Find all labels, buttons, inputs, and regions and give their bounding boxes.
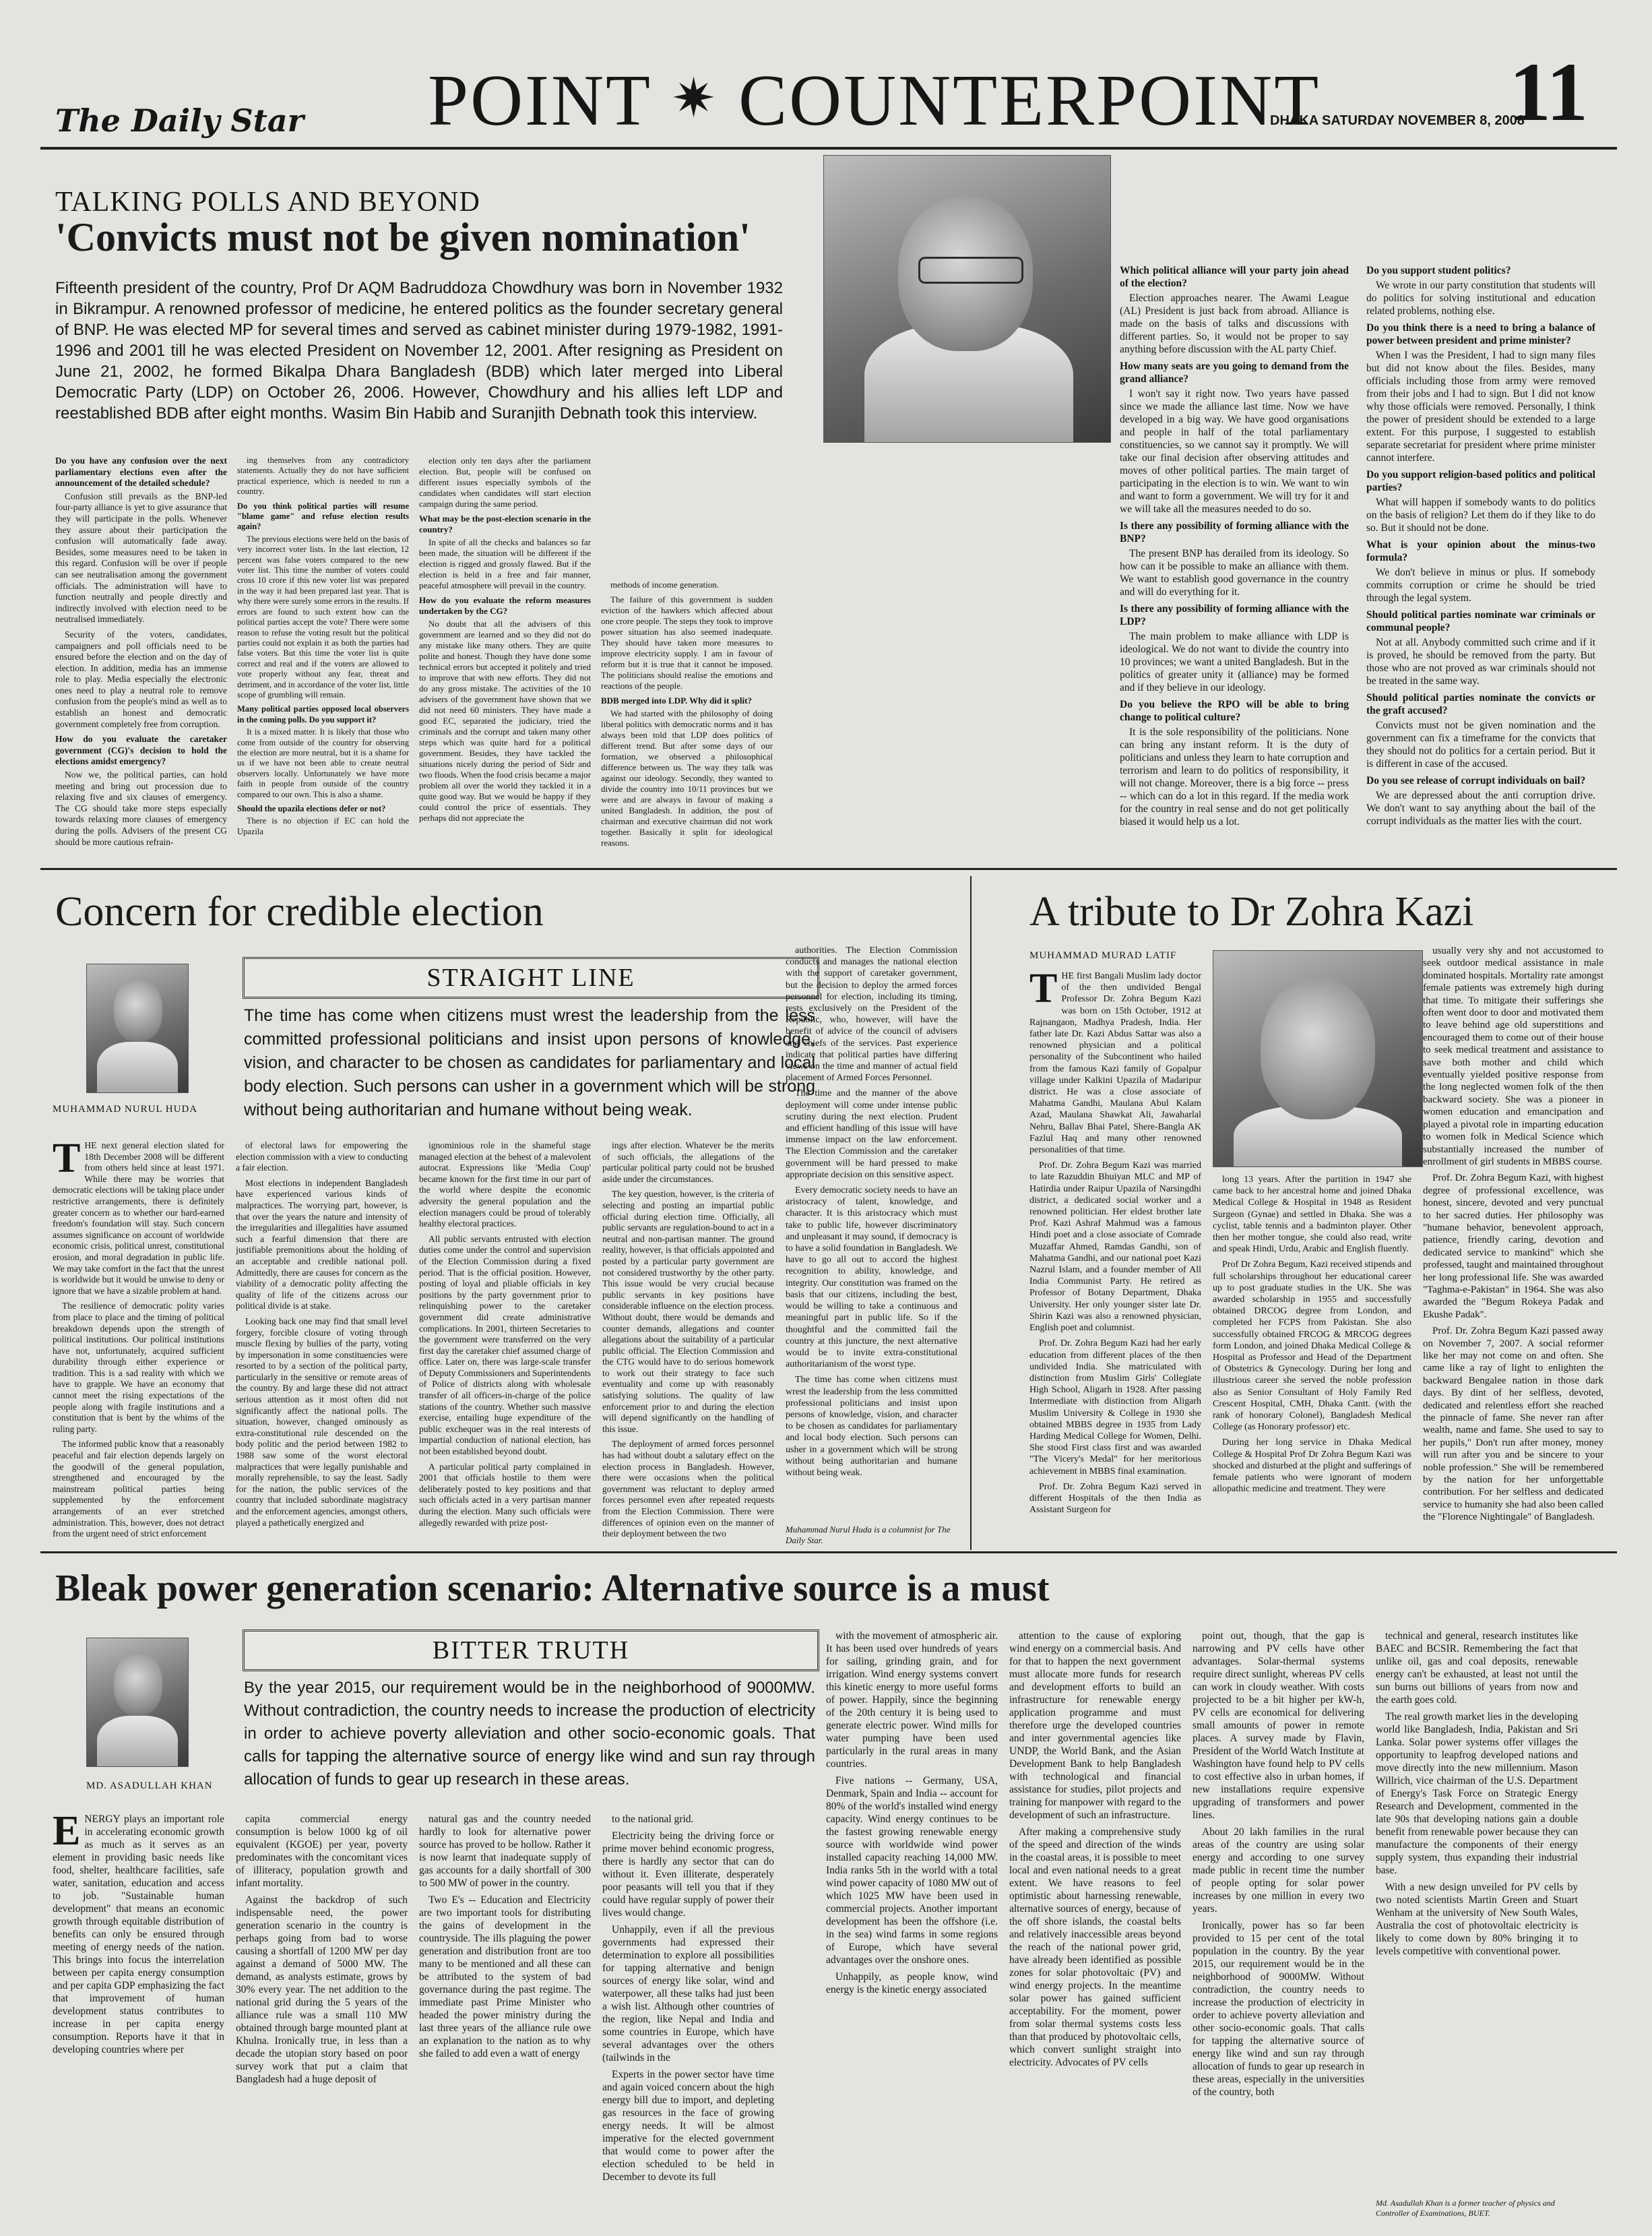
interview-question: Should political parties nominate the convicts or the graft accused? xyxy=(1366,692,1595,716)
article-paragraph: authorities. The Election Commission conducts and manages the national election with the support of caretaker government, but the decision to deploy the armed forces personnel for election, including its timing, rests exclusively on the President of the Republic, who, however, will have the benefit of advice of the council of advisers and chiefs of the services. Past experience indicate that political parties have differing views on the time and manner of actual field placement of Armed Forces Personnel. xyxy=(786,945,957,1084)
interview-col-5 xyxy=(1120,264,1349,853)
article-paragraph: ignominious role in the shameful stage managed election at the behest of a malevolent autocrat. Expressions like 'Media Coup' became known for the first time in our part of the world where despite the economic adversity the general population and the election managers could be proud of tolerably healthy electoral practices. xyxy=(419,1140,591,1229)
election-col-2 xyxy=(236,1140,408,1543)
power-col-2 xyxy=(236,1813,408,2217)
article-paragraph: Unhappily, as people know, wind energy is the kinetic energy associated xyxy=(826,1971,998,1995)
article-paragraph: The resilience of democratic polity varies from place to place and the timing of political breakdown depends upon the strength of political institutions. Our political institutions have not, unfortunately, acquired sufficient durability through either experience or tradition. This is a sad reality with which we have to grapple. We have an economy that cannot meet the rising expectations of the people along with fragile institutions and a constitution that is bent by the whims of the ruling party. xyxy=(53,1301,224,1434)
interview-answer: Security of the voters, candidates, campaigners and poll officials need to be ensured before the election and on the day of election. In addition, media has an immense role to play. Media especially the electronic ones need to play a neutral role to remove confusion from the people's mind as well as to establish an honest and democratic government completely free from corruption. xyxy=(55,629,227,729)
article-paragraph: Experts in the power sector have time and again voiced concern about the high energy bill due to import, and depleting gas resources in the face of growing energy needs. It will be almost imperative for the elected government that would come to power after the election scheduled to be held in December to devote its full xyxy=(602,2069,774,2183)
election-author-note: Muhammad Nurul Huda is a columnist for The Daily Star. xyxy=(786,1524,951,1545)
election-author-photo xyxy=(86,964,189,1093)
article-paragraph: The informed public know that a reasonably peaceful and fair election depends largely on the goodwill of the general population, strengthened and encouraged by the mainstream political parties being supplemented by the enforcement arrangements of an ever stretched administration. This, however, does not detract from the urgent need of strict enforcement xyxy=(53,1439,224,1539)
power-col-6 xyxy=(1009,1629,1181,2217)
interview-answer: We wrote in our party constitution that students will do politics for solving institutional and education related problems, nothing else. xyxy=(1366,280,1595,317)
tribute-byline: MUHAMMAD MURAD LATIF xyxy=(1029,950,1177,961)
power-col-7 xyxy=(1193,1629,1364,2217)
dateline: DHAKA SATURDAY NOVEMBER 8, 2008 xyxy=(1270,113,1525,128)
article-paragraph: to the national grid. xyxy=(612,1813,694,1825)
power-standfirst: By the year 2015, our requirement would be in the neighborhood of 9000MW. Without contradiction, the country needs to increase the production of electricity in order to achieve poverty alleviation and other socio-economic goals. That calls for tapping the alternative source of energy like wind and sun ray through allocation of funds to gear up research in these areas. xyxy=(244,1679,815,1789)
article-paragraph: The real growth market lies in the developing world like Bangladesh, India, Pakistan and Sri Lanka. Solar power systems offer villages the opportunity to leapfrog developed nations and move directly into the new millennium. Mason Willrich, vice chairman of the U.S. Department of Energy's Task Force on Strategic Energy Research and Development, commented in the late 90s that developing nations gain a double benefit from renewable power because they can manufacture the components of their energy supply system, thus expanding their industrial base. xyxy=(1376,1711,1578,1876)
interviewee-photo xyxy=(823,155,1111,443)
article-paragraph: During her long service in Dhaka Medical College & Hospital Prof Dr Zohra Begum Kazi was shocked and disturbed at the plight and sufferings of female patients who were ignorant of modern allopathic medicine and treatment. They were xyxy=(1213,1437,1411,1495)
interview-col-2 xyxy=(237,456,409,853)
interview-answer: When I was the President, I had to sign many files but did not know about the files. Besides, many officials including those from army were removed from their jobs and I had to sign. But I did not know why those officials were removed. Personally, I think the power of president should be extended to a large extent. For this purpose, I suggested to establish separate secretariat for president where prime minister cannot interfere. xyxy=(1366,350,1595,464)
interview-answer: I won't say it right now. Two years have passed since we made the alliance last time. Now we have developed in a big way. We have good organisations and people in half of the total parliamentary constituencies, so we cannot say it promptly. We will take our final decision after observing attitudes and moves of other political parties. The main target of participating in the election is to win. We want to win and want to form a government. We will try for it and we will take all the measures needed to do so. xyxy=(1120,388,1349,515)
article-paragraph: Every democratic society needs to have an aristocracy of talent, knowledge, and character. It is this aristocracy which must take to public life, however discriminatory and unpleasant it may sound, if democracy is to have a solid foundation in Bangladesh. We have to go all out to accord the highest recognition to ability, knowledge, and integrity. Our constitution was framed on the basis that our citizens, including the best, would be willing to take a continuous and meaningful part in public life. So if the thoughtful and the committed fail the country at this juncture, the next alternative would be to invite extra-constitutional authoritarianism of the worst type. xyxy=(786,1185,957,1370)
interview-question: What may be the post-election scenario in the country? xyxy=(419,514,591,534)
interview-answer: It is the sole responsibility of the politicians. None can bring any instant reform. It is the duty of politicians and unless they learn to hate corruption and terrorism and learn to do politics of responsibility, it will not change. Moreover, there is a big force -- press -- which can do a lot in this regard. If the media work for the country in real sense and do not get politically biased it would help us a lot. xyxy=(1120,726,1349,828)
interview-answer: The main problem to make alliance with LDP is ideological. We do not want to divide the country into 10 provinces; we want a united Bangladesh. But in the politics of greater unity it (alliance) may be formed and if they believe in our ideology. xyxy=(1120,631,1349,693)
article-paragraph: Prof. Dr. Zohra Begum Kazi, with highest degree of professional excellence, was honest, sincere, devoted and very punctual to her sacred duties. Her philosophy was "humane behavior, benevolent approach, patience, friendly caring, devotion and dedicated service to mankind" which she professed, taught and maintained throughout her long professional life. She was awarded "Taghma-e-Pakistan" in 1964. She was also awarded the "Begum Rokeya Padak and Ekushe Padak". xyxy=(1423,1173,1603,1320)
masthead xyxy=(40,40,1617,142)
article-paragraph: Unhappily, even if all the previous governments had expressed their determination to explore all possibilities for tapping alternative and benign sources of energy like solar, wind and waterpower, all these talks had just been a wish list. Although other countries of the region, like Nepal and India and some countries in Europe, which have several advantages over the others (tailwinds in the xyxy=(602,1924,774,2063)
drop-cap: T xyxy=(53,1140,81,1181)
interview-answer: It is a mixed matter. It is likely that those who come from outside of the country for observing the election are more neutral, but it is a shame for us if we have not been able to create neutral observers locally. Unfortunately we have more faith in people from outside of the country compared to our own. This is also a shame. xyxy=(237,727,409,799)
tribute-col-3 xyxy=(1423,945,1603,1543)
interview-question: How do you evaluate the caretaker government (CG)'s decision to hold the elections amidst emergency? xyxy=(55,734,227,767)
section-divider-1 xyxy=(40,868,1617,870)
article-paragraph: of electoral laws for empowering the election commission with a view to conducting a fair election. xyxy=(236,1140,408,1173)
interview-answer: Not at all. Anybody committed such crime and if it is proved, he should be removed from the party. But those who are not proved as war criminals should not be treated in the same way. xyxy=(1366,637,1595,687)
interview-answer: ing themselves from any contradictory statements. Actually they do not have sufficient practical experience, which is needed to run a country. xyxy=(237,456,409,497)
column-divider-tribute xyxy=(970,876,972,1550)
interview-question: Is there any possibility of forming alliance with the BNP? xyxy=(1120,520,1349,545)
election-headline: Concern for credible election xyxy=(55,889,544,935)
tribute-col-2 xyxy=(1213,1174,1411,1543)
article-paragraph: Prof. Dr. Zohra Begum Kazi served in different Hospitals of the then India as Assistant Surgeon for xyxy=(1029,1481,1201,1516)
interview-intro: Fifteenth president of the country, Prof Dr AQM Badruddoza Chowdhury was born in November 1932 in Bikrampur. A renowned professor of medicine, he entered politics as the founder secretary general of BNP. He was elected MP for several times and served as cabinet minister during 1979-1982, 1991-1996 and 2001 till he was elected President on November 12, 2001. After resigning as President on June 21, 2002, he formed Bikalpa Dhara Bangladesh (BDB) which later merged into Liberal Democratic Party (LDP) on October 26, 2006. However, Chowdhury and his allies left LDP and reestablished BDB after eight months. Wasim Bin Habib and Suranjith Debnath took this interview. xyxy=(55,279,783,423)
power-col-8 xyxy=(1376,1629,1578,2196)
article-paragraph: After making a comprehensive study of the speed and direction of the winds in the coastal areas, it is possible to meet local and even national needs to a great extent. We have reasons to feel optimistic about harnessing renewable, alternative sources of energy, because of the off shore islands, the coastal belts and relatively inaccessible areas beyond the reach of the national power grid, have already been identified as possible zones for solar photovoltaic (PV) and wind energy projects. In the meantime solar power has gained sufficient acceptability. For the moment, power from solar thermal systems costs less than that produced by photovoltaic cells, which convert sunlight straight into electricity. Advocates of PV cells xyxy=(1009,1826,1181,2068)
interview-question: Do you have any confusion over the next parliamentary elections even after the announcement of the detailed schedule? xyxy=(55,456,227,489)
article-paragraph: A particular political party complained in 2001 that officials hostile to them were deliberately posted to key positions and that such officials acted in a very partisan manner during the election. Many such officials were allegedly rewarded with prize post- xyxy=(419,1461,591,1528)
interview-question: Many political parties opposed local observers in the coming polls. Do you support it? xyxy=(237,704,409,724)
interview-col-1 xyxy=(55,456,227,853)
interview-col-3 xyxy=(419,456,591,853)
article-paragraph: Looking back one may find that small level forgery, forcible closure of voting through muscle flexing by bullies of the party, voting by impersonation in some constituencies were resorted to by a section of the political party, particularly in the sensitive or remote areas of the country. By and large these did not attract serious attention as it most often did not significantly affect the national polls. The situation, however, changed ominously as extra-constitutional rule descended on the body politic and the period between 1982 to 1988 saw some of the worst electoral malpractices that were legally punishable and morally reprehensible, to say the least. Sadly for the nation, the public services of the country that included subordinate magistracy and the enforcement agencies, amongst others, played a pathetically energized and xyxy=(236,1315,408,1528)
page-number: 11 xyxy=(1509,46,1589,138)
interview-answer: Election approaches nearer. The Awami League (AL) President is just back from abroad. Alliance is made on the basis of talks and discussions with different parties. So, it would not be proper to say anything before discussion with the AL party Chief. xyxy=(1120,292,1349,355)
election-col-1 xyxy=(53,1140,224,1543)
election-col-5 xyxy=(786,945,957,1523)
article-paragraph: The time and the manner of the above deployment will come under intense public scrutiny during the next election. Prudent and efficient handling of this issue will have immense impact on the law enforcement. The Election Commission and the caretaker government will be hard pressed to make appropriate decision on this sensitive aspect. xyxy=(786,1088,957,1180)
article-paragraph: long 13 years. After the partition in 1947 she came back to her ancestral home and joined Dhaka Medical College & Hospital in 1948 as Resident Surgeon (Gynae) and settled in Dhaka. She was a cyclist, table tennis and a badminton player. Other then her mother tongue, she could also read, write and speak Hindi, Urdu, Arabic and English fluently. xyxy=(1213,1175,1411,1255)
interview-question: Do you see release of corrupt individuals on bail? xyxy=(1366,775,1586,786)
article-paragraph: Five nations -- Germany, USA, Denmark, Spain and India -- account for 80% of the world's installed wind energy capacity. Wind energy continues to be the fastest growing renewable energy source with worldwide wind power installed capacity reaching 14,000 MW. India ranks 5th in the world with a total wind power capacity of 1080 MW out of which 1025 MW have been used in commercial projects. Another important development has been the offshore (i.e. in the sea) wind farms in some regions of Europe, which have several advantages over the onshore ones. xyxy=(826,1775,998,1966)
article-paragraph: attention to the cause of exploring wind energy on a commercial basis. And for that to happen the next government must allocate more funds for research and development efforts to build an infrastructure for renewable energy application programme and must therefore urge the developed countries and inter governmental agencies like UNDP, the World Bank, and the Asian Development Bank to help Bangladesh with technological and financial assistance for studies, pilot projects and training for manpower with regard to the development of such an infrastructure. xyxy=(1009,1630,1181,1821)
interview-answer: election only ten days after the parliament election. But, people will be confused on different issues especially symbols of the candidates when candidates will start election campaign during the same period. xyxy=(419,456,591,509)
article-paragraph: ings after election. Whatever be the merits of such officials, the allegations of the particular political party could not be brushed aside under the circumstances. xyxy=(602,1140,774,1184)
interview-question: Do you believe the RPO will be able to bring change to political culture? xyxy=(1120,699,1349,723)
section-divider-2 xyxy=(40,1551,1617,1553)
article-paragraph: natural gas and the country needed hardly to look for alternative power source has proved to be hollow. Rather it is now learnt that inadequate supply of gas accounts for a daily shortfall of 300 to 500 MW of power in the country. xyxy=(419,1813,591,1889)
power-column-name: BITTER TRUTH xyxy=(243,1629,819,1671)
article-paragraph: Most elections in independent Bangladesh have experienced various kinds of malpractices. The worrying part, however, is that over the years the nature and intensity of the irregularities and illegalities have assumed such a fearful dimension that there are justifiable premonitions about the holding of an acceptable and credible national poll. Admittedly, there are causes for concern as the viability of a democratic polity affecting the quality of life of the citizens across our political divide is at stake. xyxy=(236,1177,408,1311)
interview-answer: Confusion still prevails as the BNP-led four-party alliance is yet to give assurance that they will participate in the polls. Whenever they assure about their participation the confusion will automatically fade away. Besides, some measures need to be taken in this regard. Confusion will be over if people can see neutralisation among the government officials. The administration will have to function neutrally and people directly and indirectly involved with election need to be neutralised immediately. xyxy=(55,491,227,625)
interview-question: Do you support student politics? xyxy=(1366,265,1511,276)
article-paragraph: The key question, however, is the criteria of selecting and posting an impartial public official during election time. Officially, all public servants are regulation-bound to act in a neutral and non-partisan manner. The ground reality, however, is that officials appointed and posted by a particular party government are not considered trustworthy by the other party. This issue would be very crucial because public servants in key positions have considerable influence on the election process. Without doubt, there would be demands and counter demands, allegations and counter allegations about the suitability of a particular public official. The Election Commission and the CTG would have to do serious homework to work out their strategy to face such eventuality and come up with reasonably satisfying solutions. The quality of law enforcement prior to and during the election will depend significantly on the handling of this issue. xyxy=(602,1189,774,1434)
interview-question: BDB merged into LDP. Why did it split? xyxy=(601,695,752,706)
article-paragraph: Ironically, power has so far been provided to 15 per cent of the total population in the country. By the year 2015, our requirement would be in the neighborhood of 9000MW. Without contradiction, the country needs to increase the production of electricity in order to achieve poverty alleviation and other socio-economic goals. That calls for tapping the alternative source of energy like wind and sun ray through allocation of funds to gear up research in these areas, especially in the universities of the country, both xyxy=(1193,1920,1364,2098)
star-icon: ✷ xyxy=(671,69,719,129)
interview-question: Do you support religion-based politics and political parties? xyxy=(1366,469,1595,493)
power-col-4 xyxy=(602,1813,774,2217)
interview-answer: The present BNP has derailed from its ideology. So how can it be possible to make an alliance with them. We want to establish good governance in the country and will do everything for it. xyxy=(1120,548,1349,598)
article-paragraph: Prof. Dr. Zohra Begum Kazi passed away on November 7, 2007. A social reformer like her may not come on and often. She came like a ray of light to enlighten the backward Bengalee nation in those dark days. By dint of her selfless, devoted, dedicated and relentless effort she reached the pinnacle of fame. She never ran after wealth, name and fame. She used to say to her pupils," Don't run after money, money will run after you and be sincere to your noble profession." She will be remembered by the nation for her unforgettable contribution. For her selfless and dedicated service to humanity she had also been called the "Florence Nightingale" of Bangladesh. xyxy=(1423,1326,1603,1523)
article-paragraph: About 20 lakh families in the rural areas of the country are using solar energy and according to one survey made public in recent time the number of people opting for solar power increases by one million in every two years. xyxy=(1193,1826,1364,1915)
interview-col-1-text xyxy=(55,456,227,848)
interview-question: What is your opinion about the minus-two formula? xyxy=(1366,539,1595,563)
article-paragraph: Two E's -- Education and Electricity are two important tools for distributing the gains of development in the countryside. The ills plaguing the power generation and distribution front are too many to be mentioned and all these can be attributed to the system of bad governance during the past regime. The immediate past Prime Minister who headed the power ministry during the last three years of the alliance rule owe an explanation to the nation as to why she failed to add even a watt of energy xyxy=(419,1894,591,2059)
article-paragraph: Prof. Dr. Zohra Begum Kazi was married to late Razuddin Bhuiyan MLC and MP of Hatirdia under Raipur Upazila of Narsingdhi district, a dedicated social worker and a renowned politician. Her eldest brother late Prof. Kazi Ashraf Mahmud was a famous Hindi poet and a close associate of Comrade Muzaffar Ahmed, Ramdas Gandhi, son of Mahatma Gandhi, and our national poet Kazi Nazrul Islam, and a founder member of All India Communist Party. He retired as Professor of Botany Department, Dhaka University. Her only younger sister late Dr. Shirin Kazi was also a renowned physician, English poet and columnist. xyxy=(1029,1160,1201,1334)
article-paragraph: capita commercial energy consumption is below 1000 kg of oil equivalent (KGOE) per year, poverty predominates with the concomitant vices of illiteracy, population growth and infant mortality. xyxy=(236,1813,408,1889)
interview-col-4 xyxy=(601,580,773,853)
article-paragraph: Prof. Dr. Zohra Begum Kazi had her early education from different places of the then undivided India. She matriculated with distinction from Muslim Girls' Collegiate High School, Aligarh in 1928. After passing Intermediate with distinction from Aligarh Muslim University & College in 1930 she obtained MBBS degree in 1935 from Lady Harding Medical College for Women, Delhi. She stood First class first and was awarded "The Vicery's Medal" for her meritorious achievement in MBBS final examination. xyxy=(1029,1338,1201,1477)
article-paragraph: Against the backdrop of such indispensable need, the power generation scenario in the country is perhaps going from bad to worse causing a shortfall of 1200 MW per day against a demand of 5000 MW. The demand, as analysts estimate, grows by 30% every year. The net addition to the national grid during the 5 years of the alliance rule was a small 110 MW obtained through barge mounted plant at Khulna. Ironically true, in less than a decade the utopian story based on poor survey work that put a claim that Bangladesh had a huge deposit of xyxy=(236,1894,408,2085)
interview-kicker: TALKING POLLS AND BEYOND xyxy=(55,187,480,218)
article-paragraph: The deployment of armed forces personnel has had without doubt a salutary effect on the election process in Bangladesh. However, there were occasions when the political government was reluctant to deploy armed forces personnel even after repeated requests from the Election Commission. There were differences of opinion even on the manner of their deployment between the two xyxy=(602,1439,774,1539)
power-col-3 xyxy=(419,1813,591,2217)
interview-question: How many seats are you going to demand from the grand alliance? xyxy=(1120,361,1349,385)
interview-answer: No doubt that all the advisers of this government are learned and so they did not do any mistake like many others. They are quite polite and honest. Though they have done some technical errors but accepted it politely and tried to improve that with new efforts. They did not do any gross mistake. The activities of the 10 advisers of the government have shown that we did not need 60 ministers. They have made a good EC, separated the judiciary, tried the criminals and the corrupt and taken many other steps which was quite hard for a political government. Besides, they have tackled the situations nicely during the period of Sidr and two floods. When the food crisis became a major problem all over the world they tackled it in a quite good way. But we would be happy if they could control the price of essentials. They perhaps did not appreciate the xyxy=(419,619,591,823)
article-paragraph: with the movement of atmospheric air. It has been used over hundreds of years for sailing, grinding grain, and for irrigation. Wind energy systems convert this kinetic energy to more useful forms of power. Happily, since the beginning of the 20th century it is being used to generate electric power. Wind mills for water pumping have been used particularly in the rural areas in many countries. xyxy=(826,1630,998,1770)
power-col-1 xyxy=(53,1813,224,2217)
interview-answer: We are depressed about the anti corruption drive. We don't want to say anything about the bail of the corrupt individuals as the matter lies with the court. xyxy=(1366,790,1595,827)
drop-cap: T xyxy=(1029,970,1058,1012)
power-headline: Bleak power generation scenario: Alternative source is a must xyxy=(55,1567,1050,1609)
drop-cap: E xyxy=(53,1813,81,1854)
article-paragraph: Electricity being the driving force or prime mover behind economic progress, there is hardly any sector that can do without it. Even illiterate, desperately poor peasants will tell you that if they could have regular supply of power their lives would change. xyxy=(602,1830,774,1919)
interview-question: Should political parties nominate war criminals or communal people? xyxy=(1366,609,1595,633)
interview-answer: We don't believe in minus or plus. If somebody commits corruption or crime he should be tried through the legal system. xyxy=(1366,567,1595,604)
interview-question: How do you evaluate the reform measures undertaken by the CG? xyxy=(419,595,591,616)
election-col-3 xyxy=(419,1140,591,1543)
interview-question: Should the upazila elections defer or not? xyxy=(237,804,386,813)
article-paragraph: THE next general election slated for 18th December 2008 will be different from others held since at least 1971. While there may be worries that democratic elections will be taking place under restrictive arrangements, there is definitely greater concern as to whether our hard-earned freedom's foundation will stay. Such concern assumes significance on account of worldwide economic crisis, political unrest, constitutional erosion, and moral degradation in public life. We may take comfort in the fact that the unrest is worldwide but it would be unwise to deny or ignore that we have a sizable problem at hand. xyxy=(53,1140,224,1296)
section-title-point: POINT xyxy=(428,61,652,141)
interview-question: Which political alliance will your party join ahead of the election? xyxy=(1120,265,1349,289)
interview-answer: In spite of all the checks and balances so far been made, the situation will be different if the election is rigged and grossly flawed. But if the election is held in a free and fair manner, peaceful atmosphere will prevail in the country. xyxy=(419,537,591,590)
interview-headline: 'Convicts must not be given nomination' xyxy=(55,215,751,259)
interview-answer: The previous elections were held on the basis of very incorrect voter lists. In the last election, 12 percent was false voters compared to the new voter list. This time the number of voters could cross 10 crore if this new voter list was prepared in the way it had been prepared last year. That is why there were surely some errors in the results. If errors are found to such extent how can the political parties accept the vote? There were some reason to refuse the voting result but the political parties could not explain it as both the parties had false voters. But this time the voter list is quite correct and real and if the voters are allowed to vote properly without any fear, threat and detriment, and in accordance of the voter list, little scope of grumbling will remain. xyxy=(237,534,409,700)
paper-name-logo: The Daily Star xyxy=(55,102,304,139)
power-byline: MD. ASADULLAH KHAN xyxy=(86,1780,213,1791)
election-col-4 xyxy=(602,1140,774,1543)
interview-question: Do you think political parties will resume "blame game" and refuse election results again? xyxy=(237,501,409,532)
article-paragraph: Prof Dr Zohra Begum, Kazi received stipends and full scholarships throughout her educational career up to post graduate studies in the UK. She was awarded scholarship in 1955 and successfully obtained DRCOG degree from London, and completed her FCPS from Pakistan. She also successfully obtained FRCOG & MRCOG degrees form London, and joined Dhaka Medical College & Hospital as Professor and Head of the Department of Obstetrics & Gynecology. During her long and illustrious career she served the noble profession also as Senior Consultant of Holy Family Red Crescent Hospital, CMH, Dhaka Cantt. (with the rank of honorary Colonel), Bangladesh Medical College (as Honorary professor) etc. xyxy=(1213,1260,1411,1433)
masthead-rule xyxy=(40,147,1617,150)
tribute-col-1 xyxy=(1029,970,1201,1543)
election-standfirst: The time has come when citizens must wrest the leadership from the less committed professional politicians and insist upon persons of knowledge, vision, and character to be chosen as candidates for parliamentary and local body election. Such persons can usher in a government which will be strong without being authoritarian and humane without being weak. xyxy=(244,1006,815,1119)
interview-question: Is there any possibility of forming alliance with the LDP? xyxy=(1120,603,1349,627)
article-paragraph: With a new design unveiled for PV cells by two noted scientists Martin Green and Stuart Wenham at the university of New South Wales, Australia the cost of photovoltaic electricity is likely to come down by 80% bringing it to levels competitive with conventional power. xyxy=(1376,1882,1578,1957)
article-paragraph: The time has come when citizens must wrest the leadership from the less committed professional politicians and insist upon persons of knowledge, vision, and character to be chosen as candidates for parliamentary and local body election. Such persons can usher in a government which will be strong without being authoritarian and humane without being weak. xyxy=(786,1375,957,1478)
interview-answer: We had started with the philosophy of doing liberal politics with democratic norms and it has always been told that LDP does politics of different trend. But after some days of our formation, we observed a philosophical difference between us. The way they talk was against our ideology. Secondly, they wanted to divide the country into 10/11 provinces but we were and are always in favour of making a united Bangladesh. In addition, the post of chairman and executive chairman did not work together. Basically it split for ideological reasons. xyxy=(601,708,773,848)
article-paragraph: ENERGY plays an important role in accelerating economic growth as much as it serves as an element in providing basic needs like food, shelter, healthcare facilities, safe water, sanitation, education and access to job. "Sustainable human development" that means an economic growth through equitable distribution of benefits can only be ensured through meeting of energy needs of the nation. This brings into focus the interrelation between per capita energy consumption and per capita GDP emphasizing the fact that improvement of human development status contributes to increase in per capita energy consumption. Reports have it that in developing countries where per xyxy=(53,1813,224,2055)
interview-answer: Now we, the political parties, can hold meeting and bring out procession due to relaxing five and six clauses of emergency. The CG should take more steps especially towards relaxing more clauses of emergency during the polls. Advisers of the present CG should be more cautious refrain- xyxy=(55,770,227,847)
article-paragraph: THE first Bangali Muslim lady doctor of the then undivided Bengal Professor Dr. Zohra Begum Kazi was born on 15th October, 1912 at Rajnangaon, Madhya Pradesh, India. Her father late Dr. Kazi Abdus Sattar was also a renowned physician and a political personality of the Subcontinent who hailed from the famous Kazi family of Gopalpur village under Kalkini Upazila of Madaripur district. He was a close associate of Mahatma Gandhi, Maulana Abul Kalam Azad, Maulana Shawkat Ali, Jawaharlal Nehru, Ballav Bhai Patel, Shere-Bangla AK Fazlul Haq and many other renowned personalities of that time. xyxy=(1029,970,1201,1156)
tribute-photo xyxy=(1213,950,1423,1167)
article-paragraph: technical and general, research institutes like BAEC and BCSIR. Remembering the fact that unlike oil, gas and coal deposits, renewable energy can't be exhausted, at least not until the sun burns out billions of years from now and the earth goes cold. xyxy=(1376,1630,1578,1706)
interview-answer: There is no objection if EC can hold the Upazila xyxy=(237,816,409,836)
section-title-counterpoint: COUNTERPOINT xyxy=(738,61,1321,141)
power-author-note: Md. Asadullah Khan is a former teacher of physics and Controller of Examinations, BUET. xyxy=(1376,2198,1555,2218)
interview-question: Do you think there is a need to bring a balance of power between president and prime minister? xyxy=(1366,322,1595,346)
interview-answer: Convicts must not be given nomination and the government can fix a timeframe for the convicts that they should not do politics for a certain period. But it is different in case of the accused. xyxy=(1366,720,1595,770)
election-byline: MUHAMMAD NURUL HUDA xyxy=(53,1104,198,1115)
power-col-5 xyxy=(826,1629,998,2217)
interview-answer: What will happen if somebody wants to do politics on the basis of religion? Let them do if they like to do so. But it should not be done. xyxy=(1366,497,1595,534)
interview-answer: methods of income generation. xyxy=(610,580,720,590)
section-title xyxy=(428,59,1321,143)
tribute-headline: A tribute to Dr Zohra Kazi xyxy=(1029,889,1474,935)
interview-col-6 xyxy=(1366,264,1595,853)
article-paragraph: usually very shy and not accustomed to seek outdoor medical assistance in male dominated hospitals. Mortality rate amongst female patients was extremely high during that time. To mitigate their sufferings she often went door to door and motivated them to leave behind age old superstitions and encouraged them to come out of their house to seek medical treatment and assistance to save both mother and child which eventually yielded positive response from the long neglected women folk of the then backward society. She was a pioneer in women education and emancipation and played a pivotal role in imparting education to women folk in Medical Science which substantially increased the number of enrollment of girl students in MBBS course. xyxy=(1423,945,1603,1167)
article-paragraph: All public servants entrusted with election duties come under the control and supervision of the Election Commission during a fixed period. That is the official position. However, posting of loyal and pliable officials in key positions by the party government prior to relinquishing power to the caretaker government did create administrative complications. In 2001, thirteen Secretaries to the government were transferred on the very first day the caretaker chief assumed charge of office. Later on, there was large-scale transfer of Deputy Commissioners and Superintendents of Police of districts along with wholesale transfer of all officers-in-charge of the police stations of the country. Whether such massive exercise, entailing huge expenditure of the public exchequer was in the real interests of impartial conduction of national election, has not been established beyond doubt. xyxy=(419,1233,591,1457)
interview-answer: The failure of this government is sudden eviction of the hawkers which affected about one crore people. The steps they took to improve power situation has also seemed inadequate. They should have taken more measures to improve electricity supply. I am in favour of reform but it is true that it cannot be imposed. The politicians should realise the emotions and reactions of the people. xyxy=(601,594,773,691)
election-column-name: STRAIGHT LINE xyxy=(243,957,819,999)
power-author-photo xyxy=(86,1638,189,1767)
article-paragraph: point out, though, that the gap is narrowing and PV cells have other advantages. Solar-thermal systems require direct sunlight, whereas PV cells can work in cloudy weather. With costs projected to be a bit higher per kW-h, PV cells are economical for delivering small amounts of power in remote places. A survey made by Flavin, President of the World Watch Institute at Washington have found help to PV cells to cost effective also in urban homes, if new installations require expensive upgrading of transformers and power lines. xyxy=(1193,1630,1364,1821)
